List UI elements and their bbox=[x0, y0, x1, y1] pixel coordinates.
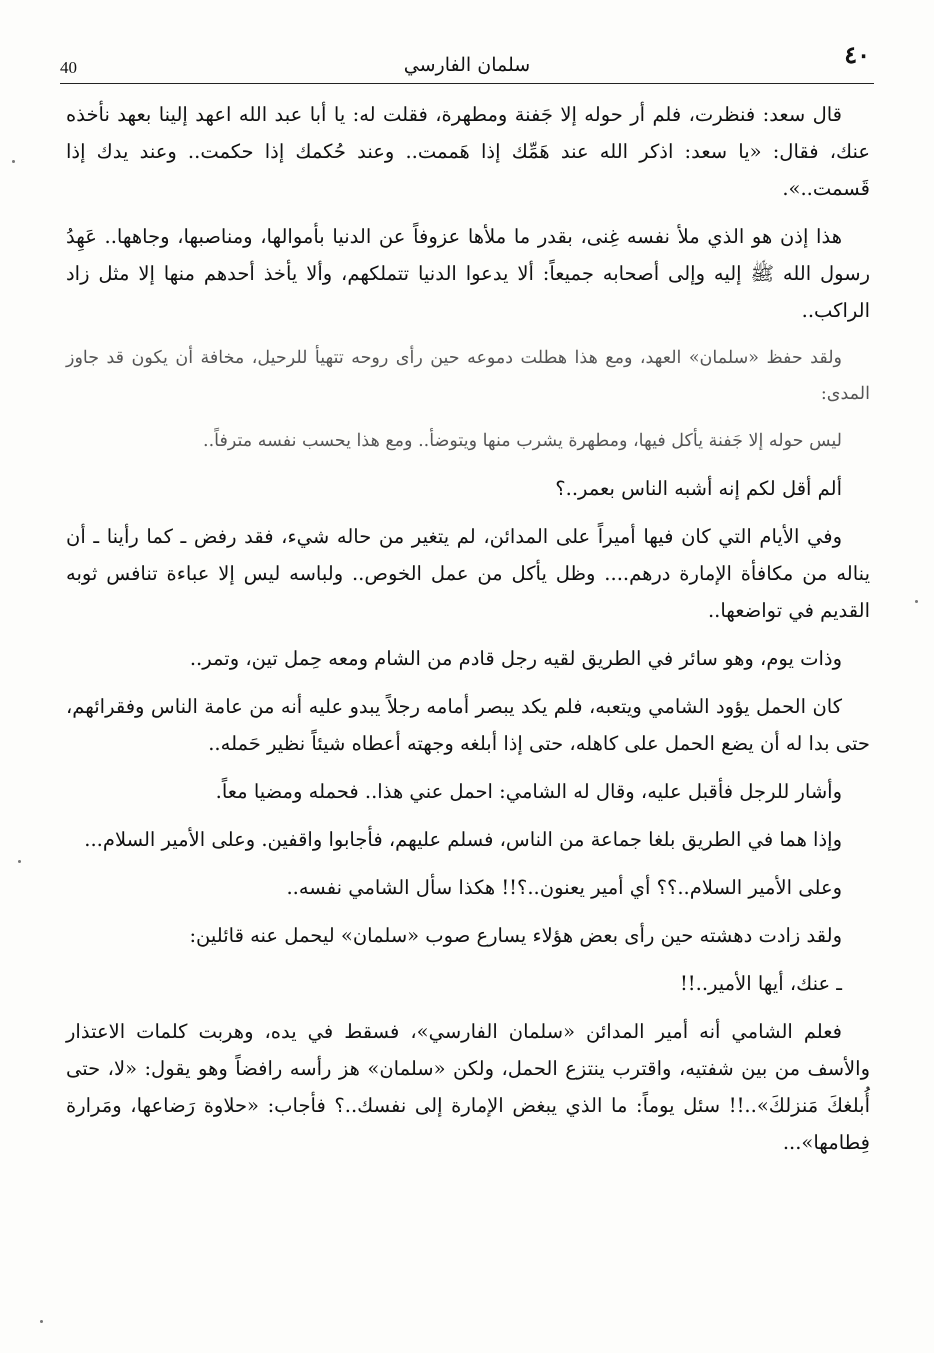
paragraph: وذات يوم، وهو سائر في الطريق لقيه رجل قادم من الشام ومعه حِمل تين، وتمر.. bbox=[189, 647, 842, 670]
paragraph: كان الحمل يؤود الشامي ويتعبه، فلم يكد يبصر أمامه رجلاً يبدو عليه أنه من عامة الناس وفقرائهم، حتى بدا له أن يضع الحمل على كاهله، حتى إذا أبلغه وجهته أعطاه شيئاً نظير حَمله.. bbox=[66, 695, 870, 755]
paragraph: ألم أقل لكم إنه أشبه الناس بعمر..؟ bbox=[555, 477, 842, 500]
scan-speck bbox=[40, 1320, 43, 1323]
paragraph: ولقد حفظ «سلمان» العهد، ومع هذا هطلت دموعه حين رأى روحه تتهيأ للرحيل، مخافة أن يكون قد جاوز المدى: bbox=[66, 348, 870, 404]
paragraph: ـ عنك، أيها الأمير..!! bbox=[679, 972, 842, 995]
paragraph: قال سعد: فنظرت، فلم أر حوله إلا جَفنة ومطهرة، فقلت له: يا أبا عبد الله اعهد إلينا بعهد نأخذه عنك، فقال: «يا سعد: اذكر الله عند هَمِّك إذا هَممت.. وعند حُكمك إذا حكمت.. وعند يدك إذا قَسمت..». bbox=[66, 103, 870, 200]
header-rule bbox=[60, 83, 874, 84]
page-number-arabic: ٤٠ bbox=[844, 40, 870, 69]
paragraph: هذا إذن هو الذي ملأ نفسه غِنى، بقدر ما ملأها عزوفاً عن الدنيا بأموالها، ومناصبها، وجاهها.. عَهِدُ رسول الله ﷺ إليه وإلى أصحابه جميعاً: ألا يدعوا الدنيا تتملكهم، وألا يأخذ أحدهم منها إلا مثل زاد الراكب.. bbox=[66, 225, 870, 322]
paragraph: ولقد زادت دهشته حين رأى بعض هؤلاء يسارع صوب «سلمان» ليحمل عنه قائلين: bbox=[189, 924, 842, 947]
scan-speck bbox=[915, 600, 918, 603]
body-text bbox=[66, 96, 870, 1172]
scan-speck bbox=[18, 860, 21, 863]
scan-speck bbox=[12, 160, 15, 163]
paragraph: وأشار للرجل فأقبل عليه، وقال له الشامي: احمل عني هذا.. فحمله ومضيا معاً. bbox=[215, 780, 842, 803]
paragraph: وعلى الأمير السلام..؟؟ أي أمير يعنون..؟!! هكذا سأل الشامي نفسه.. bbox=[286, 876, 842, 899]
paragraph: وفي الأيام التي كان فيها أميراً على المدائن، لم يتغير من حاله شيء، فقد رفض ـ كما رأينا ـ أن يناله من مكافأة الإمارة درهم.... وظل يأكل من عمل الخوص.. ولباسه ليس إلا عباءة تنافس ثوبه القديم في تواضعها.. bbox=[66, 525, 870, 622]
paragraph: وإذا هما في الطريق بلغا جماعة من الناس، فسلم عليهم، فأجابوا واقفين. وعلى الأمير السلام... bbox=[84, 828, 842, 851]
page-header bbox=[60, 40, 874, 84]
paragraph: ليس حوله إلا جَفنة يأكل فيها، ومطهرة يشرب منها ويتوضأ.. ومع هذا يحسب نفسه مترفاً.. bbox=[203, 431, 842, 451]
running-title: سلمان الفارسي bbox=[403, 54, 531, 76]
paragraph: فعلم الشامي أنه أمير المدائن «سلمان الفارسي»، فسقط في يده، وهربت كلمات الاعتذار والأسف من بين شفتيه، واقترب ينتزع الحمل، ولكن «سلمان» هز رأسه رافضاً وهو يقول: «لا، حتى أُبلغكَ مَنزلكَ»..!! سئل يوماً: ما الذي يبغض الإمارة إلى نفسك..؟ فأجاب: «حلاوة رَضاعها، ومَرارة فِطامها»... bbox=[66, 1020, 870, 1154]
page-number-latin: 40 bbox=[60, 58, 77, 77]
